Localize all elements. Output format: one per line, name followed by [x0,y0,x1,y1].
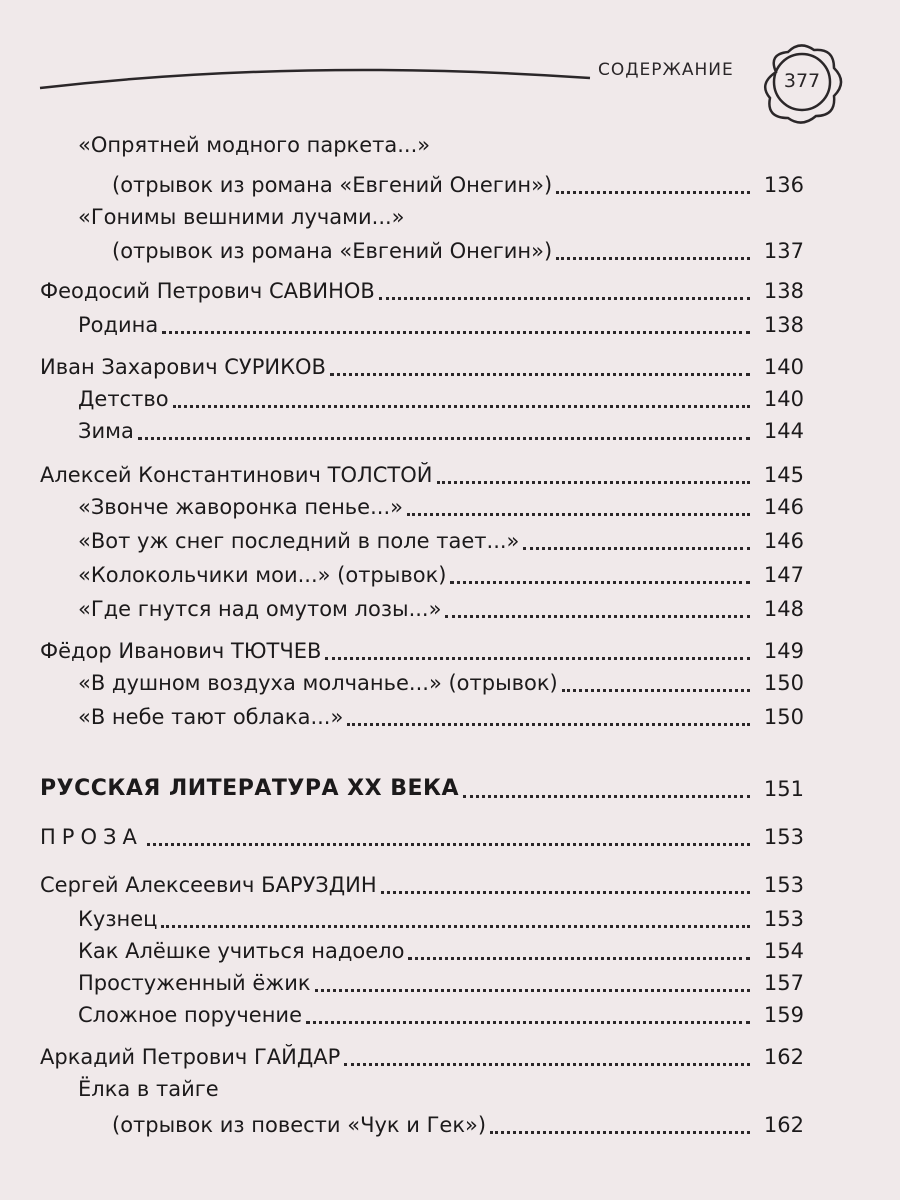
toc-entry-title: (отрывок из повести «Чук и Гек») [112,1113,487,1137]
dot-leader [381,891,750,894]
toc-entry [78,900,804,932]
toc-entry [78,306,804,338]
toc-entry-title: «Вот уж снег последний в поле тает...» [78,529,520,553]
toc-entry-page: 146 [763,529,804,553]
toc-entry-title: «Опрятней модного паркета...» [78,133,431,157]
dot-leader [330,373,750,376]
toc-entry [78,412,804,444]
toc-entry-page: 146 [763,495,804,519]
dot-leader [325,657,750,660]
toc-entry-page: 148 [763,597,804,621]
toc-entry [78,932,804,964]
dot-leader [138,437,750,440]
toc-entry-title: Как Алёшке учиться надоело [78,939,405,963]
toc-entry [78,522,804,554]
toc-entry-title: Сергей Алексеевич БАРУЗДИН [40,873,377,897]
toc-entry-title: «Колокольчики мои...» (отрывок) [78,563,447,587]
toc-entry [78,664,804,696]
dot-leader [306,1021,750,1024]
toc-author [40,866,804,898]
toc-entry-title: Сложное поручение [78,1003,302,1027]
dot-leader [562,689,750,692]
dot-leader [379,297,750,300]
dot-leader [161,925,750,928]
dot-leader [523,547,750,550]
toc-entry-title: «В небе тают облака...» [78,705,344,729]
toc-entry-page: 145 [763,463,804,487]
dot-leader [315,989,750,992]
toc-entry-title: Простуженный ёжик [78,971,311,995]
dot-leader [437,481,751,484]
toc-entry-title: (отрывок из романа «Евгений Онегин») [112,239,553,263]
toc-entry-page: 159 [763,1003,804,1027]
toc-entry-page: 138 [763,313,804,337]
toc-entry [78,198,405,230]
dot-leader [407,513,750,516]
toc-entry-title: «Звонче жаворонка пенье...» [78,495,403,519]
toc-entry-page: 140 [763,355,804,379]
dot-leader [344,1063,750,1066]
toc-entry-title: Иван Захарович СУРИКОВ [40,355,326,379]
toc-entry [78,126,430,158]
toc-entry-page: 154 [763,939,804,963]
toc-entry-page: 136 [763,173,804,197]
toc-entry-title: Фёдор Иванович ТЮТЧЕВ [40,639,322,663]
dot-leader [408,957,750,960]
toc-author [40,456,804,488]
toc-entry-title: ПРОЗА [40,825,143,849]
toc-entry-title: РУССКАЯ ЛИТЕРАТУРА XX ВЕКА [40,776,460,801]
toc-author [40,348,804,380]
toc-entry-page: 138 [763,279,804,303]
toc-author [40,272,804,304]
toc-entry-page: 149 [763,639,804,663]
dot-leader [347,723,750,726]
dot-leader [490,1131,750,1134]
toc-entry-title: (отрывок из романа «Евгений Онегин») [112,173,553,197]
toc-author [40,1038,804,1070]
toc-entry-title: Феодосий Петрович САВИНОВ [40,279,375,303]
dot-leader [556,191,750,194]
toc-entry-page: 150 [763,671,804,695]
toc-entry [78,488,804,520]
dot-leader [463,795,750,798]
dot-leader [162,331,750,334]
toc-entry-title: Алексей Константинович ТОЛСТОЙ [40,463,433,487]
toc-entry-page: 140 [763,387,804,411]
toc-entry-title: Зима [78,419,134,443]
toc-entry-title: «Гонимы вешними лучами...» [78,205,405,229]
toc-entry-page: 153 [763,825,804,849]
toc-entry [78,590,804,622]
toc-entry-title: Аркадий Петрович ГАЙДАР [40,1045,341,1069]
page-number: 377 [783,70,821,92]
toc-entry-page: 153 [763,907,804,931]
toc-entry [112,1106,804,1138]
toc-entry-page: 157 [763,971,804,995]
dot-leader [556,257,750,260]
toc-entry-page: 153 [763,873,804,897]
header-title: СОДЕРЖАНИЕ [598,60,734,80]
toc-entry-page: 137 [763,239,804,263]
toc-entry-title: «В душном воздуха молчанье...» (отрывок) [78,671,558,695]
toc-entry-title: Детство [78,387,169,411]
toc-entry-title: Ёлка в тайге [78,1077,219,1101]
toc-subsection-heading [40,818,804,850]
toc-entry [78,1070,219,1102]
dot-leader [147,843,750,846]
toc-entry [78,964,804,996]
dot-leader [173,405,750,408]
toc-entry [112,166,804,198]
toc-entry [112,232,804,264]
toc-entry [78,380,804,412]
toc-entry [78,996,804,1028]
toc-entry-page: 162 [763,1045,804,1069]
toc-entry [78,556,804,588]
toc-section-heading [40,770,804,802]
toc-entry-page: 151 [763,777,804,801]
toc-entry-page: 144 [763,419,804,443]
toc-author [40,632,804,664]
toc-entry-page: 150 [763,705,804,729]
toc-entry-title: «Где гнутся над омутом лозы...» [78,597,442,621]
toc-entry-title: Родина [78,313,159,337]
toc-entry-page: 162 [763,1113,804,1137]
dot-leader [445,615,750,618]
toc-entry-page: 147 [763,563,804,587]
toc-entry [78,698,804,730]
dot-leader [450,581,750,584]
toc-entry-title: Кузнец [78,907,158,931]
